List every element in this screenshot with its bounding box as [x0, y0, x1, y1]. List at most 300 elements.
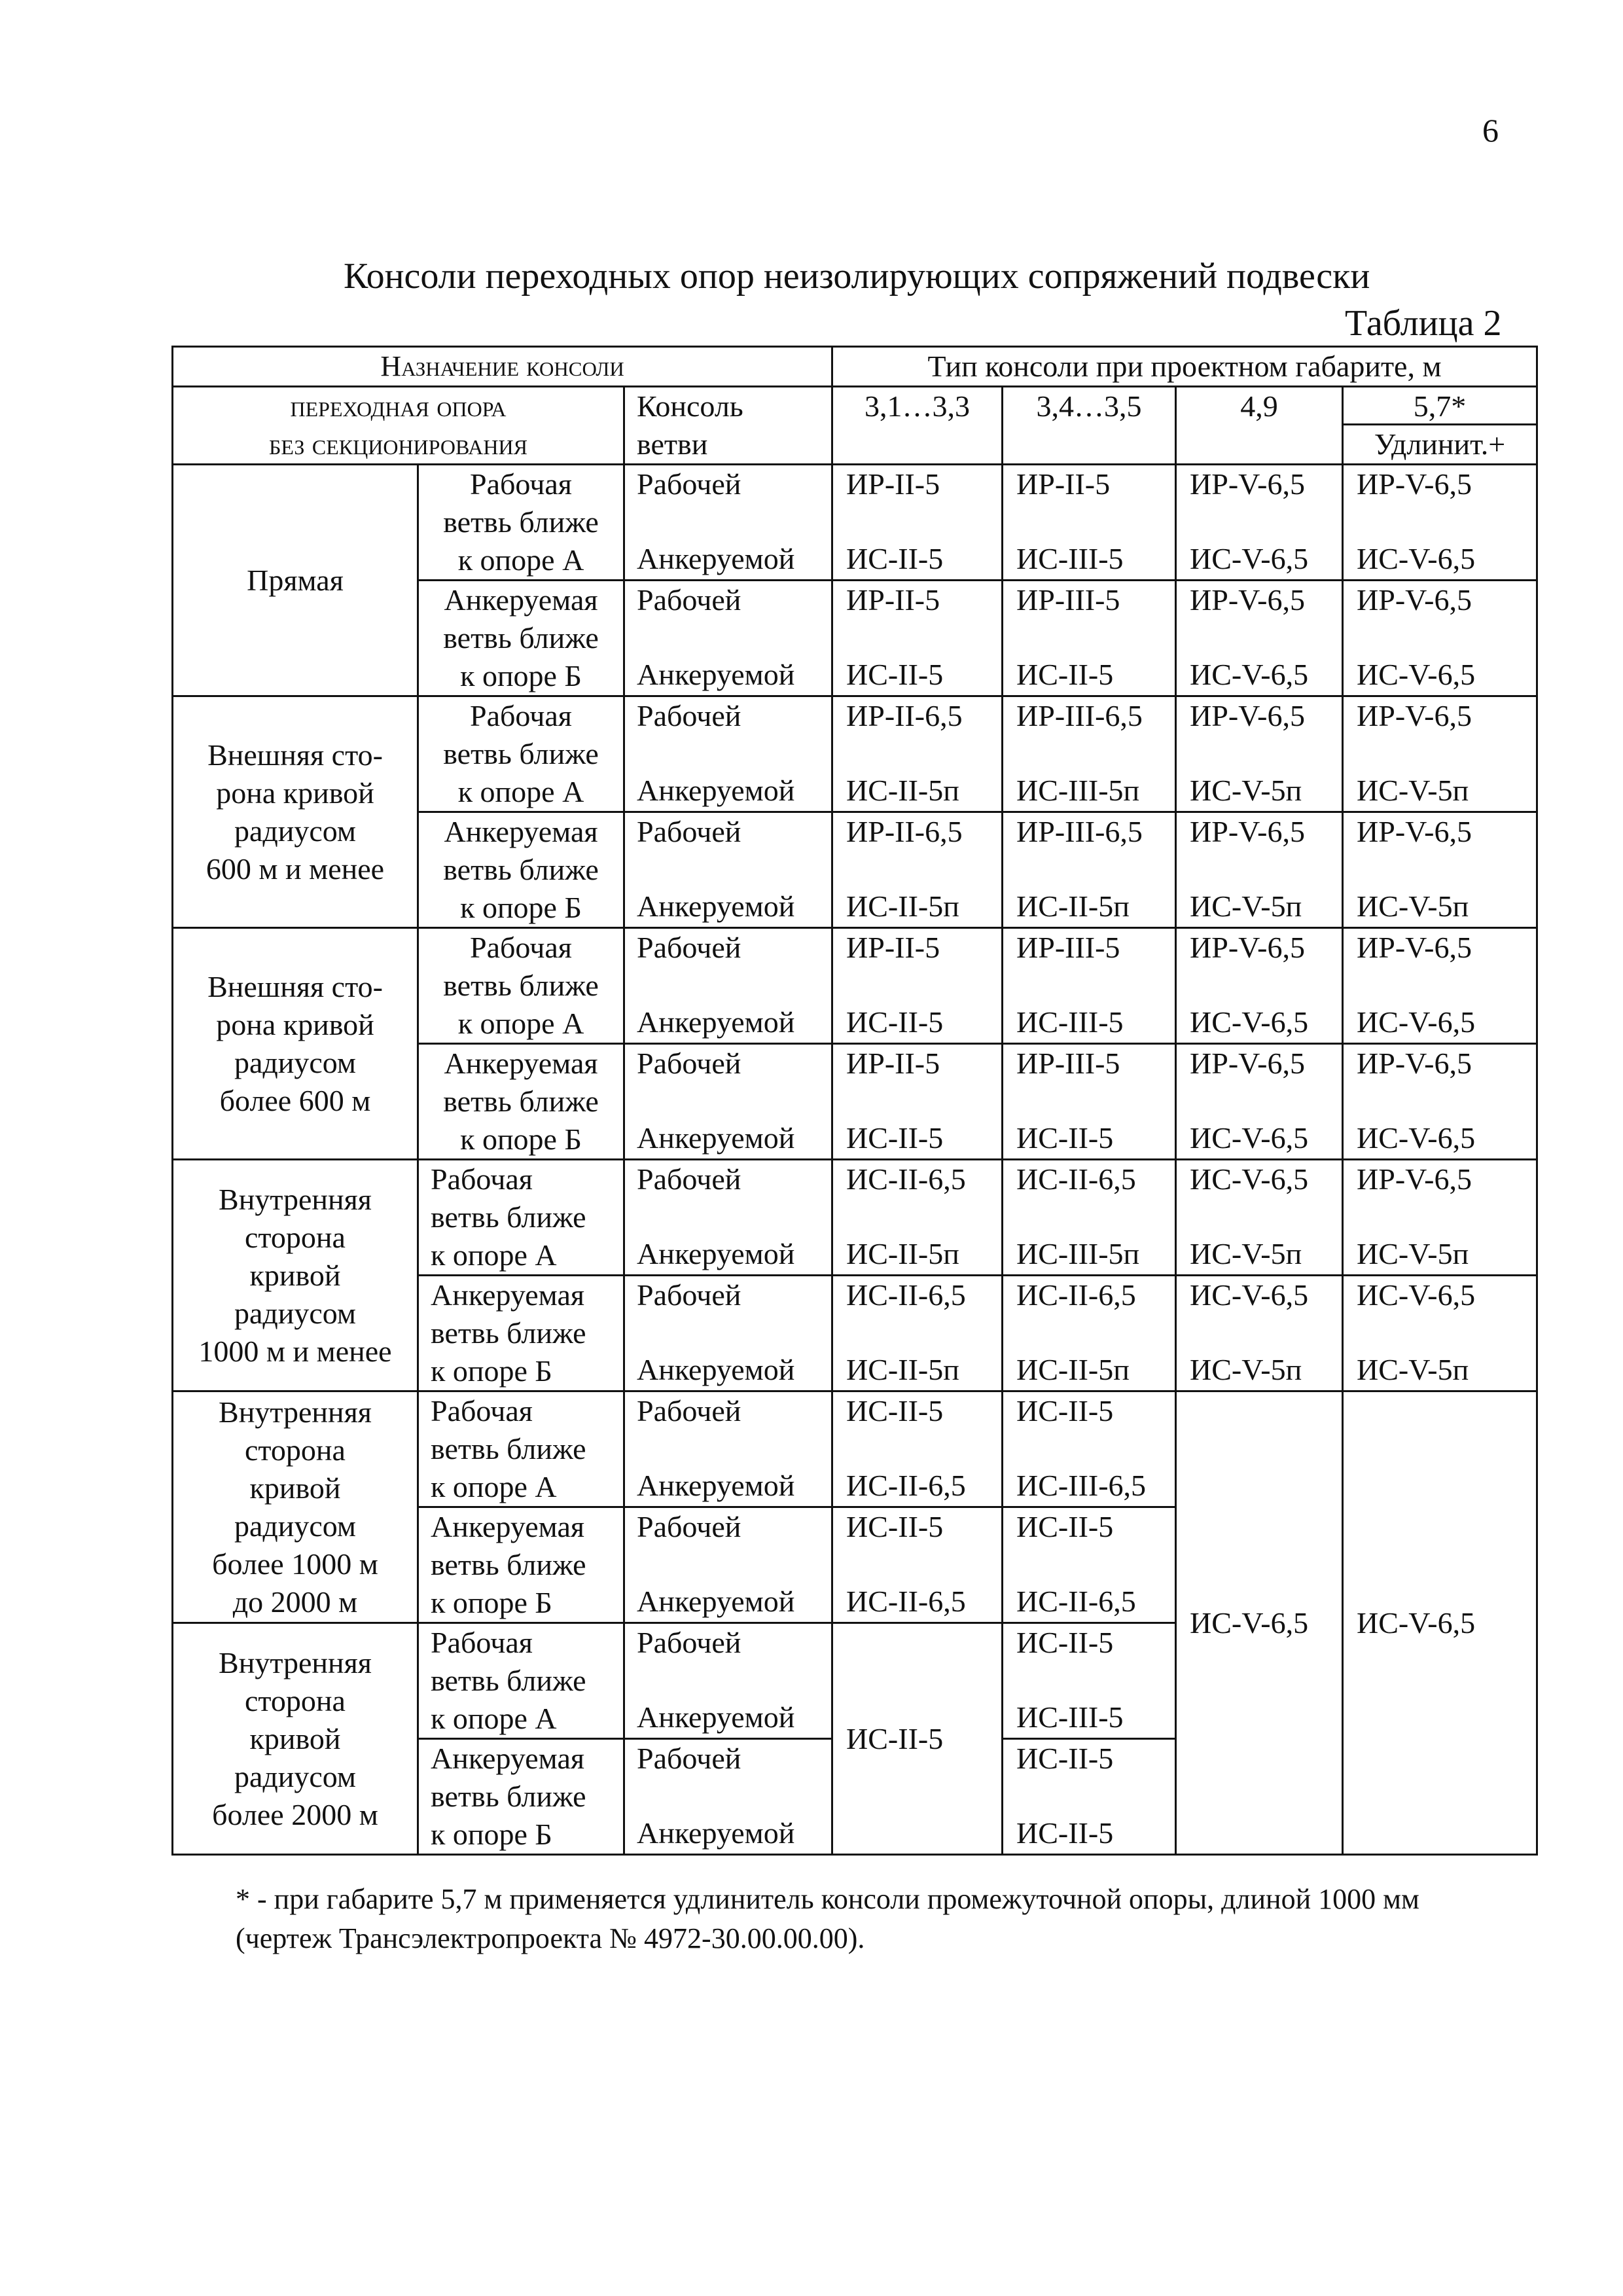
- value-rabochey: ИР-V-6,5: [1357, 583, 1472, 617]
- value-pair: [1357, 813, 1536, 925]
- value-pair: [1016, 813, 1175, 925]
- value-pair: [1357, 1276, 1536, 1389]
- value-cell: [832, 465, 1003, 581]
- value-ankeruemoy: ИС-II-5: [1016, 1121, 1114, 1155]
- value-cell: [1176, 812, 1343, 928]
- value-rabochey: ИР-II-5: [846, 467, 940, 501]
- value-cell: [1343, 928, 1537, 1044]
- vetv-line-3: к опоре А: [431, 1470, 557, 1503]
- vetv-cell: [418, 1623, 624, 1739]
- value-ankeruemoy: ИС-V-5п: [1190, 1353, 1302, 1386]
- value-pair: [846, 1508, 1001, 1621]
- value-rabochey: ИС-II-5: [1016, 1626, 1114, 1659]
- value-ankeruemoy: ИС-V-6,5: [1190, 1121, 1309, 1155]
- konsol-pair: [637, 813, 831, 925]
- value-cell: [1003, 1623, 1176, 1739]
- vetv-line-3: к опоре А: [457, 775, 584, 808]
- footnote-line-1: * - при габарите 5,7 м применяется удлинитель консоли промежуточной опоры, длиной 1000 мм: [236, 1883, 1419, 1915]
- value-pair: [1016, 1045, 1175, 1157]
- vetv-line-2: ветвь ближе: [443, 853, 599, 886]
- value-pair: [1357, 1045, 1536, 1157]
- value-pair: [1357, 697, 1536, 810]
- opora-line: Внутренняя: [219, 1645, 372, 1679]
- konsol-ankeruemoy: Анкеруемой: [637, 1700, 795, 1734]
- value-pair: [1016, 1392, 1175, 1505]
- merged-gabarit-3: ИС-V-6,5: [1176, 1391, 1343, 1855]
- vetv-line-1: Анкеруемая: [444, 1047, 598, 1080]
- value-pair: [846, 929, 1001, 1041]
- header-naznachenie: Назначение консоли: [173, 347, 832, 387]
- value-ankeruemoy: ИС-III-5: [1016, 542, 1124, 575]
- value-rabochey: ИР-V-6,5: [1357, 931, 1472, 964]
- opora-line: Внутренняя: [219, 1182, 372, 1216]
- value-rabochey: ИС-II-5: [1016, 1394, 1114, 1427]
- konsol-ankeruemoy: Анкеруемой: [637, 1121, 795, 1155]
- value-cell: [1176, 928, 1343, 1044]
- header-gabarit-4: [1343, 387, 1537, 465]
- vetv-line-1: Анкеруемая: [431, 1742, 585, 1775]
- vetv-cell: [418, 465, 624, 581]
- value-ankeruemoy: ИС-II-6,5: [846, 1585, 966, 1618]
- value-pair: [1190, 465, 1342, 578]
- konsol-ankeruemoy: Анкеруемой: [637, 889, 795, 923]
- header-gabarit-2: 3,4…3,5: [1003, 387, 1176, 465]
- konsol-pair: [637, 697, 831, 810]
- vetv-line-1: Рабочая: [470, 699, 572, 732]
- opora-cell: [173, 465, 418, 696]
- value-pair: [1190, 581, 1342, 694]
- vetv-line-2: ветвь ближе: [431, 1664, 586, 1697]
- value-rabochey: ИР-V-6,5: [1190, 1047, 1305, 1080]
- vetv-line-3: к опоре Б: [460, 1122, 582, 1156]
- vetv-cell: [418, 1391, 624, 1507]
- merged-gabarit-1: ИС-II-5: [832, 1623, 1003, 1855]
- value-ankeruemoy: ИС-III-5п: [1016, 1237, 1140, 1270]
- value-pair: [846, 1160, 1001, 1273]
- vetv-line-1: Анкеруемая: [431, 1510, 585, 1543]
- opora-cell: [173, 1623, 418, 1855]
- value-ankeruemoy: ИС-II-5: [1016, 1816, 1114, 1850]
- value-pair: [1016, 1276, 1175, 1389]
- vetv-line-1: Рабочая: [470, 931, 572, 964]
- opora-line: Внешняя сто-: [207, 738, 383, 772]
- value-pair: [1016, 581, 1175, 694]
- value-cell: [832, 1044, 1003, 1160]
- value-ankeruemoy: ИС-V-5п: [1357, 1353, 1469, 1386]
- konsol-pair: [637, 1508, 831, 1621]
- konsol-ankeruemoy: Анкеруемой: [637, 1816, 795, 1850]
- konsol-rabochey: Рабочей: [637, 1162, 741, 1196]
- opora-line: 1000 м и менее: [198, 1334, 392, 1368]
- value-rabochey: ИР-V-6,5: [1190, 931, 1305, 964]
- opora-line: радиусом: [234, 1509, 357, 1543]
- vetv-line-2: ветвь ближе: [431, 1548, 586, 1581]
- konsol-cell: [624, 1044, 832, 1160]
- value-pair: [1190, 1276, 1342, 1389]
- opora-cell: [173, 1391, 418, 1623]
- value-cell: [1343, 812, 1537, 928]
- header-tip-konsoli: Тип консоли при проектном габарите, м: [832, 347, 1537, 387]
- opora-line: более 600 м: [219, 1083, 371, 1117]
- value-rabochey: ИР-V-6,5: [1190, 815, 1305, 848]
- konsol-pair: [637, 1740, 831, 1852]
- value-pair: [1190, 1160, 1342, 1273]
- opora-line: рона кривой: [216, 1007, 374, 1041]
- value-rabochey: ИР-II-6,5: [846, 815, 963, 848]
- header-gabarit-4-value: 5,7*: [1344, 387, 1536, 425]
- value-cell: [1343, 1276, 1537, 1391]
- value-ankeruemoy: ИС-II-6,5: [846, 1469, 966, 1502]
- footnote-line-2: (чертеж Трансэлектропроекта № 4972-30.00.00.00).: [236, 1922, 865, 1954]
- value-cell: [1003, 1160, 1176, 1276]
- page-title: Консоли переходных опор неизолирующих сопряжений подвески: [344, 256, 1370, 296]
- value-ankeruemoy: ИС-II-5п: [846, 889, 959, 923]
- value-rabochey: ИР-III-6,5: [1016, 699, 1143, 732]
- opora-line: более 1000 м: [212, 1547, 378, 1581]
- konsol-pair: [637, 929, 831, 1041]
- konsol-cell: [624, 1160, 832, 1276]
- value-ankeruemoy: ИС-II-5п: [846, 1237, 959, 1270]
- value-cell: [1003, 1391, 1176, 1507]
- konsol-ankeruemoy: Анкеруемой: [637, 658, 795, 691]
- table-row: [173, 465, 1537, 581]
- vetv-line-1: Анкеруемая: [431, 1278, 585, 1312]
- konsol-cell: [624, 812, 832, 928]
- opora-cell: [173, 928, 418, 1160]
- opora-line: кривой: [249, 1721, 341, 1755]
- opora-cell: [173, 696, 418, 928]
- value-cell: [1343, 696, 1537, 812]
- opora-line: более 2000 м: [212, 1797, 378, 1831]
- vetv-line-3: к опоре А: [431, 1238, 557, 1272]
- value-rabochey: ИС-II-5: [1016, 1742, 1114, 1775]
- konsol-rabochey: Рабочей: [637, 699, 741, 732]
- footnote: [236, 1880, 1518, 1958]
- vetv-line-1: Анкеруемая: [444, 583, 598, 617]
- value-rabochey: ИР-III-5: [1016, 1047, 1120, 1080]
- header-perekhodnaya-line1: переходная опора: [290, 389, 507, 423]
- value-cell: [1176, 1044, 1343, 1160]
- value-ankeruemoy: ИС-II-5: [846, 658, 944, 691]
- value-cell: [1003, 928, 1176, 1044]
- table-row: [173, 928, 1537, 1044]
- konsol-ankeruemoy: Анкеруемой: [637, 1353, 795, 1386]
- value-cell: [832, 812, 1003, 928]
- value-cell: [1003, 1276, 1176, 1391]
- header-row-1: [173, 347, 1537, 387]
- vetv-cell: [418, 1160, 624, 1276]
- value-pair: [846, 1276, 1001, 1389]
- vetv-line-2: ветвь ближе: [443, 505, 599, 539]
- opora-line: радиусом: [234, 1759, 357, 1793]
- opora-line: сторона: [245, 1433, 346, 1467]
- vetv-cell: [418, 928, 624, 1044]
- value-cell: [1003, 1044, 1176, 1160]
- konsol-rabochey: Рабочей: [637, 1742, 741, 1775]
- table-label: Таблица 2: [1345, 303, 1502, 344]
- vetv-line-2: ветвь ближе: [443, 969, 599, 1002]
- value-cell: [832, 1276, 1003, 1391]
- value-ankeruemoy: ИС-II-5: [846, 1121, 944, 1155]
- vetv-line-3: к опоре А: [431, 1702, 557, 1735]
- konsol-cell: [624, 465, 832, 581]
- konsol-cell: [624, 1739, 832, 1855]
- value-pair: [1357, 465, 1536, 578]
- konsol-pair: [637, 1624, 831, 1736]
- value-cell: [1343, 465, 1537, 581]
- value-ankeruemoy: ИС-II-5: [846, 542, 944, 575]
- value-ankeruemoy: ИС-II-5: [846, 1005, 944, 1039]
- value-pair: [1016, 1160, 1175, 1273]
- header-perekhodnaya-line2: без секционирования: [269, 427, 527, 461]
- value-rabochey: ИС-II-5: [846, 1510, 944, 1543]
- value-cell: [1176, 465, 1343, 581]
- opora-line: сторона: [245, 1220, 346, 1254]
- value-pair: [1357, 581, 1536, 694]
- table-row: [173, 1391, 1537, 1507]
- value-rabochey: ИР-V-6,5: [1190, 583, 1305, 617]
- konsol-rabochey: Рабочей: [637, 467, 741, 501]
- value-pair: [1016, 1740, 1175, 1852]
- value-ankeruemoy: ИС-V-5п: [1190, 774, 1302, 807]
- value-pair: [1016, 1508, 1175, 1621]
- value-cell: [1003, 812, 1176, 928]
- opora-line: радиусом: [234, 1045, 357, 1079]
- value-rabochey: ИС-V-6,5: [1357, 1278, 1476, 1312]
- vetv-line-3: к опоре Б: [431, 1818, 552, 1851]
- value-cell: [1003, 696, 1176, 812]
- vetv-cell: [418, 1044, 624, 1160]
- value-pair: [846, 581, 1001, 694]
- value-pair: [1016, 1624, 1175, 1736]
- value-cell: [1176, 696, 1343, 812]
- opora-line: кривой: [249, 1258, 341, 1292]
- vetv-line-1: Рабочая: [431, 1394, 533, 1427]
- value-cell: [1176, 581, 1343, 696]
- value-pair: [1190, 929, 1342, 1041]
- konsol-rabochey: Рабочей: [637, 1047, 741, 1080]
- konsol-cell: [624, 696, 832, 812]
- value-cell: [832, 1160, 1003, 1276]
- value-rabochey: ИС-II-5: [1016, 1510, 1114, 1543]
- value-rabochey: ИР-III-5: [1016, 931, 1120, 964]
- vetv-cell: [418, 812, 624, 928]
- value-cell: [1003, 581, 1176, 696]
- value-ankeruemoy: ИС-V-5п: [1190, 889, 1302, 923]
- vetv-line-3: к опоре А: [457, 1007, 584, 1040]
- vetv-line-2: ветвь ближе: [443, 737, 599, 770]
- value-cell: [832, 696, 1003, 812]
- header-gabarit-1: 3,1…3,3: [832, 387, 1003, 465]
- table-row: [173, 1160, 1537, 1276]
- konsol-rabochey: Рабочей: [637, 583, 741, 617]
- vetv-line-3: к опоре А: [457, 543, 584, 577]
- value-ankeruemoy: ИС-III-5: [1016, 1700, 1124, 1734]
- value-cell: [1343, 1160, 1537, 1276]
- value-cell: [1176, 1276, 1343, 1391]
- value-ankeruemoy: ИС-III-5п: [1016, 774, 1140, 807]
- konsol-cell: [624, 581, 832, 696]
- konsol-ankeruemoy: Анкеруемой: [637, 1237, 795, 1270]
- vetv-cell: [418, 581, 624, 696]
- header-konsol-line1: Консоль: [637, 389, 743, 423]
- vetv-line-2: ветвь ближе: [431, 1200, 586, 1234]
- konsol-rabochey: Рабочей: [637, 1626, 741, 1659]
- value-rabochey: ИС-II-6,5: [846, 1278, 966, 1312]
- value-cell: [832, 1507, 1003, 1623]
- konsol-pair: [637, 581, 831, 694]
- konsol-ankeruemoy: Анкеруемой: [637, 542, 795, 575]
- konsol-cell: [624, 1391, 832, 1507]
- vetv-line-3: к опоре Б: [431, 1354, 552, 1388]
- value-cell: [1176, 1160, 1343, 1276]
- value-rabochey: ИС-V-6,5: [1190, 1278, 1309, 1312]
- vetv-cell: [418, 1507, 624, 1623]
- value-pair: [1190, 813, 1342, 925]
- value-ankeruemoy: ИС-V-5п: [1357, 1237, 1469, 1270]
- value-cell: [1003, 1507, 1176, 1623]
- value-pair: [846, 1392, 1001, 1505]
- consoles-table: [171, 346, 1538, 1856]
- value-cell: [1343, 581, 1537, 696]
- header-perekhodnaya-opora: [173, 387, 624, 465]
- konsol-cell: [624, 1507, 832, 1623]
- value-rabochey: ИР-V-6,5: [1357, 467, 1472, 501]
- value-ankeruemoy: ИС-V-6,5: [1357, 1005, 1476, 1039]
- vetv-line-2: ветвь ближе: [431, 1780, 586, 1813]
- value-ankeruemoy: ИС-V-5п: [1190, 1237, 1302, 1270]
- konsol-pair: [637, 1160, 831, 1273]
- merged-gabarit-4: ИС-V-6,5: [1343, 1391, 1537, 1855]
- value-rabochey: ИС-V-6,5: [1190, 1162, 1309, 1196]
- table-row: [173, 696, 1537, 812]
- konsol-cell: [624, 928, 832, 1044]
- value-pair: [846, 465, 1001, 578]
- vetv-line-2: ветвь ближе: [443, 621, 599, 655]
- value-pair: [1016, 465, 1175, 578]
- konsol-cell: [624, 1623, 832, 1739]
- konsol-rabochey: Рабочей: [637, 1278, 741, 1312]
- vetv-cell: [418, 1276, 624, 1391]
- vetv-line-1: Анкеруемая: [444, 815, 598, 848]
- opora-line: до 2000 м: [232, 1585, 358, 1619]
- value-rabochey: ИР-V-6,5: [1357, 815, 1472, 848]
- opora-line: кривой: [249, 1471, 341, 1505]
- konsol-pair: [637, 465, 831, 578]
- value-cell: [1343, 1044, 1537, 1160]
- konsol-pair: [637, 1276, 831, 1389]
- header-konsol-vetvi: [624, 387, 832, 465]
- page-number: 6: [1482, 112, 1499, 149]
- value-rabochey: ИР-II-6,5: [846, 699, 963, 732]
- konsol-ankeruemoy: Анкеруемой: [637, 1469, 795, 1502]
- opora-cell: [173, 1160, 418, 1391]
- value-ankeruemoy: ИС-II-5п: [846, 1353, 959, 1386]
- value-ankeruemoy: ИС-II-5: [1016, 658, 1114, 691]
- konsol-ankeruemoy: Анкеруемой: [637, 774, 795, 807]
- value-ankeruemoy: ИС-V-6,5: [1357, 542, 1476, 575]
- value-cell: [832, 1391, 1003, 1507]
- opora-line: радиусом: [234, 814, 357, 848]
- opora-line: сторона: [245, 1683, 346, 1717]
- opora-line: рона кривой: [216, 776, 374, 810]
- value-ankeruemoy: ИС-II-5п: [846, 774, 959, 807]
- header-gabarit-3: 4,9: [1176, 387, 1343, 465]
- value-pair: [1016, 929, 1175, 1041]
- opora-line: Внутренняя: [219, 1395, 372, 1429]
- value-ankeruemoy: ИС-V-6,5: [1357, 658, 1476, 691]
- value-rabochey: ИР-V-6,5: [1357, 1162, 1472, 1196]
- value-rabochey: ИР-III-6,5: [1016, 815, 1143, 848]
- value-pair: [846, 1045, 1001, 1157]
- value-rabochey: ИС-II-6,5: [1016, 1278, 1136, 1312]
- konsol-pair: [637, 1045, 831, 1157]
- value-rabochey: ИС-II-6,5: [1016, 1162, 1136, 1196]
- value-rabochey: ИР-III-5: [1016, 583, 1120, 617]
- opora-line: 600 м и менее: [205, 852, 385, 886]
- konsol-ankeruemoy: Анкеруемой: [637, 1005, 795, 1039]
- table-body: [173, 465, 1537, 1855]
- value-pair: [846, 697, 1001, 810]
- value-pair: [1357, 1160, 1536, 1273]
- value-ankeruemoy: ИС-V-6,5: [1190, 1005, 1309, 1039]
- value-rabochey: ИР-II-5: [1016, 467, 1111, 501]
- vetv-line-3: к опоре Б: [460, 891, 582, 924]
- konsol-pair: [637, 1392, 831, 1505]
- value-rabochey: ИР-V-6,5: [1190, 699, 1305, 732]
- vetv-cell: [418, 1739, 624, 1855]
- value-cell: [832, 581, 1003, 696]
- value-cell: [1003, 465, 1176, 581]
- header-gabarit-4-sub: Удлинит.+: [1374, 427, 1506, 461]
- vetv-line-3: к опоре Б: [460, 659, 582, 692]
- value-ankeruemoy: ИС-V-6,5: [1190, 542, 1309, 575]
- konsol-cell: [624, 1276, 832, 1391]
- value-rabochey: ИР-V-6,5: [1357, 1047, 1472, 1080]
- value-ankeruemoy: ИС-V-6,5: [1357, 1121, 1476, 1155]
- opora-line: Прямая: [247, 563, 344, 597]
- value-ankeruemoy: ИС-III-5: [1016, 1005, 1124, 1039]
- value-rabochey: ИР-V-6,5: [1357, 699, 1472, 732]
- value-rabochey: ИР-II-5: [846, 1047, 940, 1080]
- konsol-ankeruemoy: Анкеруемой: [637, 1585, 795, 1618]
- opora-line: Внешняя сто-: [207, 969, 383, 1003]
- value-rabochey: ИС-II-6,5: [846, 1162, 966, 1196]
- value-pair: [1190, 1045, 1342, 1157]
- vetv-line-1: Рабочая: [470, 467, 572, 501]
- vetv-line-1: Рабочая: [431, 1626, 533, 1659]
- value-ankeruemoy: ИС-II-5п: [1016, 889, 1130, 923]
- konsol-rabochey: Рабочей: [637, 931, 741, 964]
- vetv-line-1: Рабочая: [431, 1162, 533, 1196]
- value-rabochey: ИР-V-6,5: [1190, 467, 1305, 501]
- header-row-2: [173, 387, 1537, 465]
- vetv-line-2: ветвь ближе: [431, 1316, 586, 1350]
- konsol-rabochey: Рабочей: [637, 815, 741, 848]
- value-ankeruemoy: ИС-III-6,5: [1016, 1469, 1147, 1502]
- vetv-line-2: ветвь ближе: [443, 1085, 599, 1118]
- value-cell: [1003, 1739, 1176, 1855]
- konsol-rabochey: Рабочей: [637, 1510, 741, 1543]
- value-cell: [832, 928, 1003, 1044]
- vetv-cell: [418, 696, 624, 812]
- vetv-line-3: к опоре Б: [431, 1586, 552, 1619]
- header-konsol-line2: ветви: [637, 427, 708, 461]
- value-pair: [1016, 697, 1175, 810]
- value-ankeruemoy: ИС-II-6,5: [1016, 1585, 1136, 1618]
- value-rabochey: ИР-II-5: [846, 583, 940, 617]
- konsol-rabochey: Рабочей: [637, 1394, 741, 1427]
